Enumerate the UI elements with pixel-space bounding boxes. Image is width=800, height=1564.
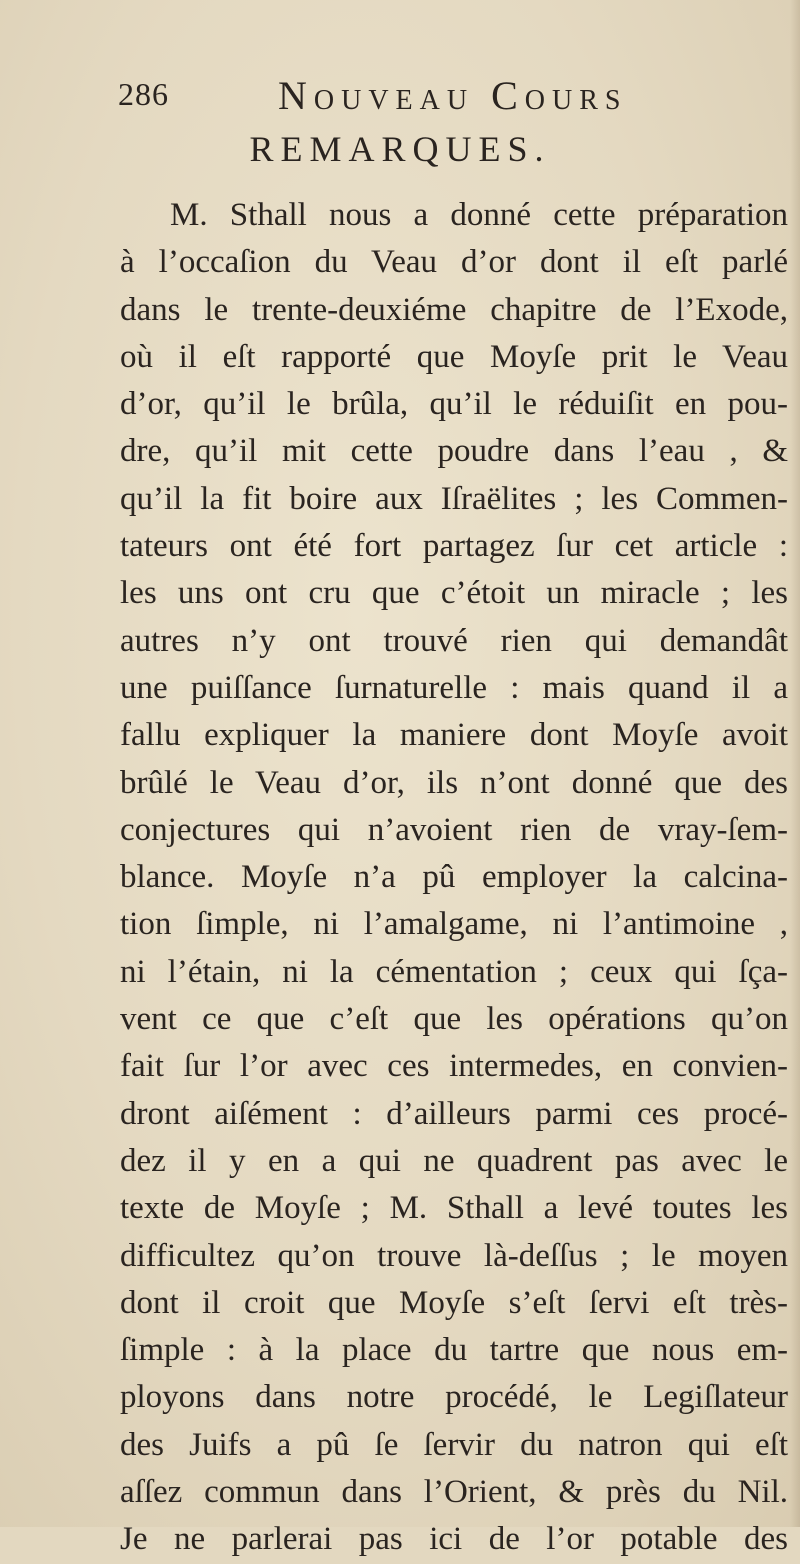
text-line: dront aiſément : d’ailleurs parmi ces procé- xyxy=(120,1095,788,1132)
text-line: conjectures qui n’avoient rien de vray-ſem- xyxy=(120,811,788,848)
page-number: 286 xyxy=(118,76,169,112)
text-line: Je ne parlerai pas ici de l’or potable des xyxy=(120,1521,788,1558)
running-head: Nouveau Cours xyxy=(278,73,628,118)
text-line: ſimple : à la place du tartre que nous em- xyxy=(120,1332,788,1369)
text-line: fait ſur l’or avec ces intermedes, en convien- xyxy=(120,1048,788,1085)
text-line: des Juifs a pû ſe ſervir du natron qui eſt xyxy=(120,1426,788,1463)
text-line: M. Sthall nous a donné cette préparation xyxy=(170,197,788,233)
text-line: une puiſſance ſurnaturelle : mais quand il a xyxy=(120,669,788,706)
text-line: brûlé le Veau d’or, ils n’ont donné que des xyxy=(120,764,788,801)
text-line: ni l’étain, ni la cémentation ; ceux qui ſça- xyxy=(120,953,788,990)
text-line: aſſez commun dans l’Orient, & près du Nil. xyxy=(120,1474,788,1511)
text-line: dez il y en a qui ne quadrent pas avec le xyxy=(120,1142,788,1179)
text-line: dans le trente-deuxiéme chapitre de l’Exode, xyxy=(120,291,788,328)
text-line: tateurs ont été fort partagez ſur cet article : xyxy=(120,528,788,565)
text-line: dont il croit que Moyſe s’eſt ſervi eſt très- xyxy=(120,1284,788,1321)
text-line: blance. Moyſe n’a pû employer la calcina- xyxy=(120,859,788,896)
text-line: tion ſimple, ni l’amalgame, ni l’antimoine , xyxy=(120,906,788,943)
text-line: dre, qu’il mit cette poudre dans l’eau , & xyxy=(120,433,788,470)
text-line: où il eſt rapporté que Moyſe prit le Veau xyxy=(120,338,788,375)
section-title: REMARQUES. xyxy=(249,129,551,169)
text-line: qu’il la fit boire aux Iſraëlites ; les Commen- xyxy=(120,480,788,517)
text-line: autres n’y ont trouvé rien qui demandât xyxy=(120,622,788,659)
text-line: texte de Moyſe ; M. Sthall a levé toutes les xyxy=(120,1190,788,1227)
text-line: difficultez qu’on trouve là-deſſus ; le moyen xyxy=(120,1237,788,1274)
text-line: ployons dans notre procédé, le Legiſlateur xyxy=(120,1379,788,1416)
text-line: fallu expliquer la maniere dont Moyſe avoit xyxy=(120,717,788,754)
page-header xyxy=(118,72,678,120)
text-line: à l’occaſion du Veau d’or dont il eſt parlé xyxy=(120,244,788,281)
text-line: vent ce que c’eſt que les opérations qu’on xyxy=(120,1001,788,1038)
text-line: les uns ont cru que c’étoit un miracle ; les xyxy=(120,575,788,612)
text-line: d’or, qu’il le brûla, qu’il le réduiſit en pou- xyxy=(120,386,788,423)
page-edge-shadow xyxy=(790,0,800,1527)
body-text xyxy=(120,192,788,1564)
